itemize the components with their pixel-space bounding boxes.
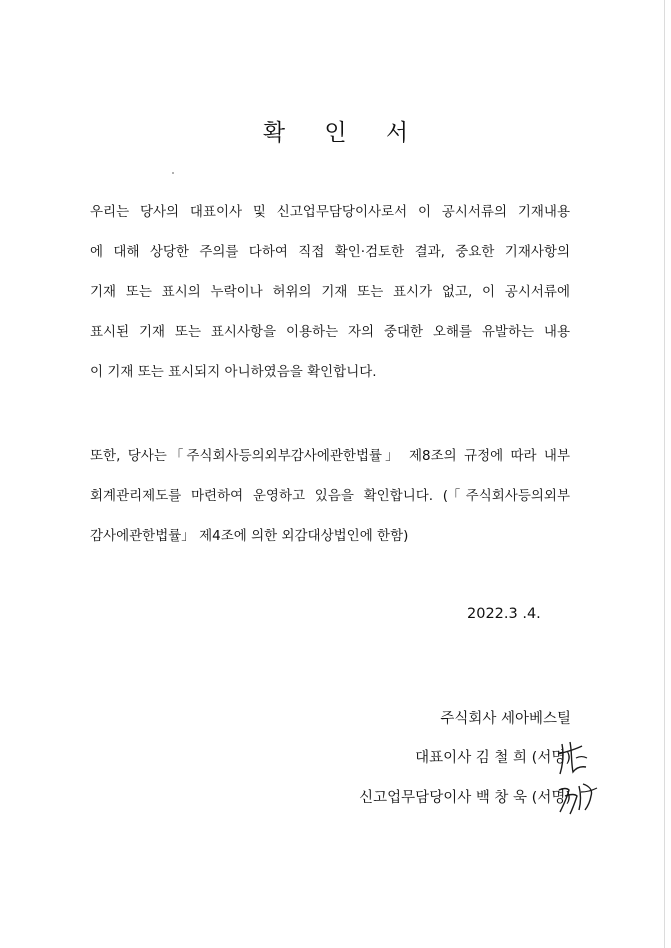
ceo-signature-line: 대표이사 김 철 희 (서명) bbox=[415, 750, 571, 766]
paragraph-line: 감사에관한법률」 제4조에 의한 외감대상법인에 한함) bbox=[90, 528, 409, 544]
internal-control-paragraph bbox=[90, 436, 570, 556]
company-name: 주식회사 세아베스틸 bbox=[440, 711, 571, 727]
paragraph-line: 이 기재 또는 표시되지 아니하였음을 확인합니다. bbox=[90, 364, 377, 380]
officer-handwritten-signature bbox=[555, 776, 599, 818]
paragraph-line: 우리는 당사의 대표이사 및 신고업무담당이사로서 이 공시서류의 기재내용 bbox=[90, 204, 570, 220]
confirmation-paragraph bbox=[90, 192, 570, 392]
scan-speck bbox=[172, 172, 174, 174]
document-title: 확 인 서 bbox=[262, 120, 425, 146]
paragraph-line: 에 대해 상당한 주의를 다하여 직접 확인·검토한 결과, 중요한 기재사항의 bbox=[90, 244, 570, 260]
paragraph-line: 또한, 당사는「주식회사등의외부감사에관한법률」 제8조의 규정에 따라 내부 bbox=[90, 448, 570, 464]
paragraph-line: 표시된 기재 또는 표시사항을 이용하는 자의 중대한 오해를 유발하는 내용 bbox=[90, 324, 570, 340]
paragraph-line: 기재 또는 표시의 누락이나 허위의 기재 또는 표시가 없고, 이 공시서류에 bbox=[90, 284, 570, 300]
ceo-handwritten-signature bbox=[556, 736, 590, 778]
paragraph-line: 회계관리제도를 마련하여 운영하고 있음을 확인합니다. (「주식회사등의외부 bbox=[90, 488, 570, 504]
scan-edge-line bbox=[664, 0, 665, 948]
document-date: 2022.3 .4. bbox=[467, 606, 541, 622]
officer-signature-line: 신고업무담당이사 백 창 욱 (서명) bbox=[359, 790, 571, 806]
